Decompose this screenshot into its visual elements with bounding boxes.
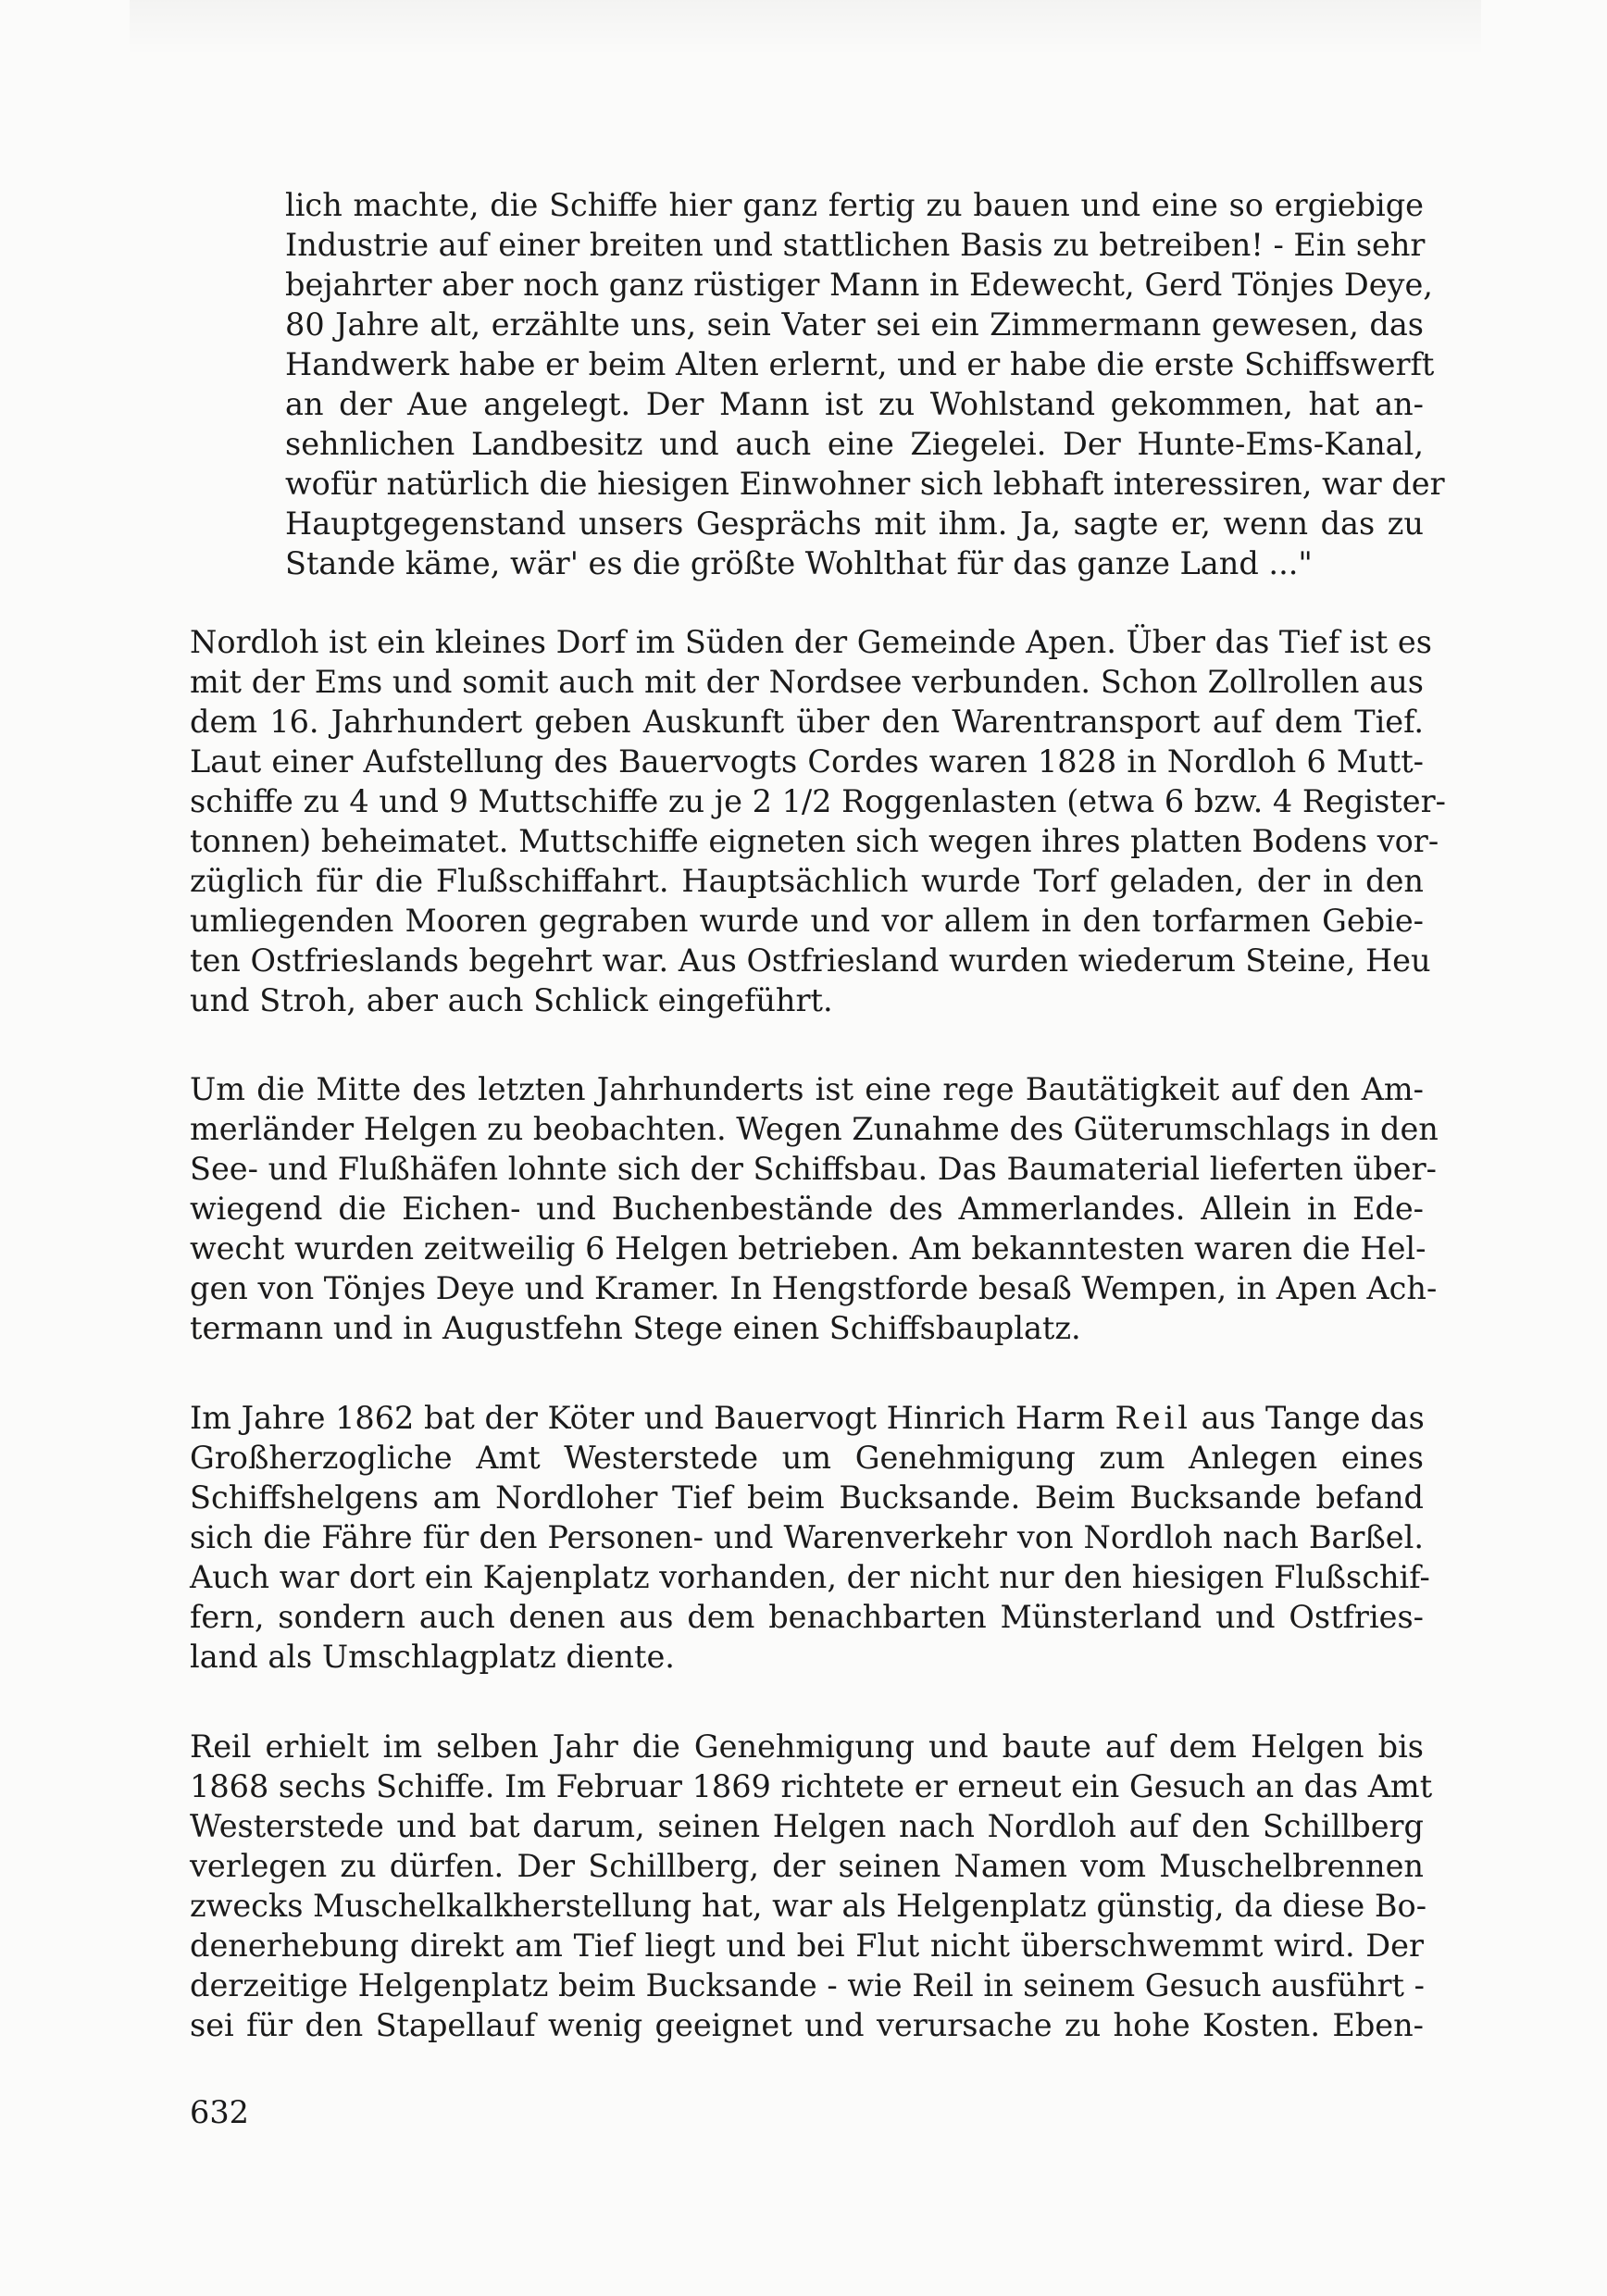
quote-line: 80 Jahre alt, erzählte uns, sein Vater sei ein Zimmermann gewesen, das bbox=[285, 306, 1424, 343]
quote-line: wofür natürlich die hiesigen Einwohner sich lebhaft interessiren, war der bbox=[285, 466, 1445, 502]
quote-line: bejahrter aber noch ganz rüstiger Mann in Edewecht, Gerd Tönjes Deye, bbox=[285, 267, 1433, 303]
text-line: zwecks Muschelkalkherstellung hat, war als Helgenplatz günstig, da diese Bo- bbox=[190, 1888, 1427, 1924]
text-line: sich die Fähre für den Personen- und Warenverkehr von Nordloh nach Barßel. bbox=[190, 1519, 1424, 1555]
text-line: sei für den Stapellauf wenig geeignet und verursache zu hohe Kosten. Eben- bbox=[190, 2007, 1424, 2043]
quote-line: an der Aue angelegt. Der Mann ist zu Wohlstand gekommen, hat an- bbox=[285, 386, 1424, 422]
block-quote bbox=[285, 185, 1445, 583]
text-line: wecht wurden zeitweilig 6 Helgen betrieben. Am bekanntesten waren die Hel- bbox=[190, 1230, 1426, 1267]
text-line: Schiffshelgens am Nordloher Tief beim Bucksande. Beim Bucksande befand bbox=[190, 1479, 1424, 1516]
text-line: derzeitige Helgenplatz beim Bucksande - wie Reil in seinem Gesuch ausführt - bbox=[190, 1967, 1425, 2003]
text-line: mit der Ems und somit auch mit der Nordsee verbunden. Schon Zollrollen aus bbox=[190, 664, 1424, 700]
paragraph-nordloh bbox=[190, 622, 1446, 1020]
text-segment: aus Tange das bbox=[1190, 1400, 1425, 1436]
quote-line: Handwerk habe er beim Alten erlernt, und er habe die erste Schiffswerft bbox=[285, 346, 1435, 382]
text-line: land als Umschlagplatz diente. bbox=[190, 1639, 675, 1675]
text-line: wiegend die Eichen- und Buchenbestände des Ammerlandes. Allein in Ede- bbox=[190, 1191, 1424, 1227]
text-segment: Im Jahre 1862 bat der Köter und Bauervogt Hinrich Harm bbox=[190, 1400, 1115, 1436]
text-line: Um die Mitte des letzten Jahrhunderts ist eine rege Bautätigkeit auf den Am- bbox=[190, 1071, 1424, 1107]
text-line: gen von Tönjes Deye und Kramer. In Hengstforde besaß Wempen, in Apen Ach- bbox=[190, 1270, 1438, 1306]
text-line: tonnen) beheimatet. Muttschiffe eigneten sich wegen ihres platten Bodens vor- bbox=[190, 823, 1439, 859]
text-line: verlegen zu dürfen. Der Schillberg, der seinen Namen vom Muschelbrennen bbox=[190, 1848, 1424, 1884]
text-line: züglich für die Flußschiffahrt. Hauptsächlich wurde Torf geladen, der in den bbox=[190, 863, 1424, 899]
text-line: ten Ostfrieslands begehrt war. Aus Ostfriesland wurden wiederum Steine, Heu bbox=[190, 942, 1431, 979]
text-line: Auch war dort ein Kajenplatz vorhanden, der nicht nur den hiesigen Flußschif- bbox=[190, 1559, 1430, 1595]
text-line: dem 16. Jahrhundert geben Auskunft über den Warentransport auf dem Tief. bbox=[190, 704, 1424, 740]
text-line: See- und Flußhäfen lohnte sich der Schiffsbau. Das Baumaterial lieferten über- bbox=[190, 1151, 1437, 1187]
text-line: schiffe zu 4 und 9 Muttschiffe zu je 2 1/2 Roggenlasten (etwa 6 bzw. 4 Register- bbox=[190, 783, 1446, 819]
text-line: termann und in Augustfehn Stege einen Schiffsbauplatz. bbox=[190, 1310, 1081, 1346]
text-line: fern, sondern auch denen aus dem benachbarten Münsterland und Ostfries- bbox=[190, 1599, 1424, 1635]
quote-line: Hauptgegenstand unsers Gesprächs mit ihm. Ja, sagte er, wenn das zu bbox=[285, 505, 1424, 542]
text-line: umliegenden Mooren gegraben wurde und vor allem in den torfarmen Gebie- bbox=[190, 903, 1424, 939]
paragraph-reil-genehmigung bbox=[190, 1727, 1433, 2045]
text-line: Laut einer Aufstellung des Bauervogts Cordes waren 1828 in Nordloh 6 Mutt- bbox=[190, 743, 1424, 780]
quote-line: lich machte, die Schiffe hier ganz fertig zu bauen und eine so ergiebige bbox=[285, 187, 1424, 223]
text-line: denerhebung direkt am Tief liegt und bei Flut nicht überschwemmt wird. Der bbox=[190, 1928, 1424, 1964]
text-line: Nordloh ist ein kleines Dorf im Süden der Gemeinde Apen. Über das Tief ist es bbox=[190, 624, 1432, 660]
text-line: Großherzogliche Amt Westerstede um Genehmigung zum Anlegen eines bbox=[190, 1440, 1424, 1476]
text-line: merländer Helgen zu beobachten. Wegen Zunahme des Güterumschlags in den bbox=[190, 1111, 1439, 1147]
paragraph-helgen bbox=[190, 1069, 1439, 1348]
quote-line: sehnlichen Landbesitz und auch eine Ziegelei. Der Hunte-Ems-Kanal, bbox=[285, 426, 1424, 462]
text-line: Reil erhielt im selben Jahr die Genehmigung und baute auf dem Helgen bis bbox=[190, 1728, 1424, 1765]
paragraph-reil-1862 bbox=[190, 1398, 1430, 1677]
person-name: Reil bbox=[1115, 1400, 1191, 1436]
text-line: und Stroh, aber auch Schlick eingeführt. bbox=[190, 982, 833, 1018]
quote-line: Stande käme, wär' es die größte Wohlthat für das ganze Land ..." bbox=[285, 545, 1313, 581]
text-line: 1868 sechs Schiffe. Im Februar 1869 richtete er erneut ein Gesuch an das Amt bbox=[190, 1768, 1433, 1804]
page-number: 632 bbox=[190, 2094, 249, 2130]
quote-line: Industrie auf einer breiten und stattlichen Basis zu betreiben! - Ein sehr bbox=[285, 227, 1426, 263]
text-line bbox=[190, 1398, 1424, 1438]
text-line: Westerstede und bat darum, seinen Helgen nach Nordloh auf den Schillberg bbox=[190, 1808, 1424, 1844]
scan-edge-shadow bbox=[130, 0, 1481, 56]
